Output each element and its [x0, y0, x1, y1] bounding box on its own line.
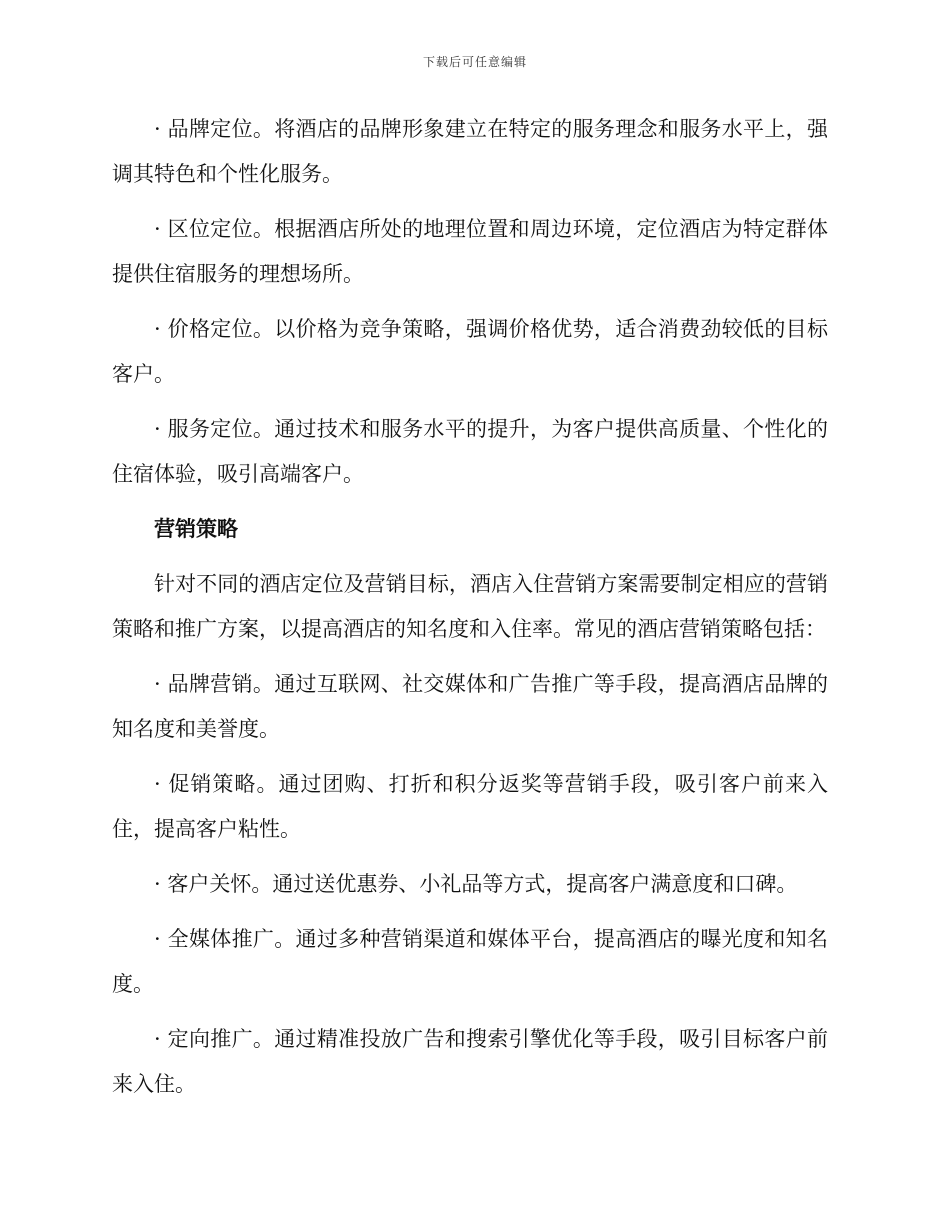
page-header-note: 下载后可任意编辑 — [422, 55, 527, 69]
bullet-targeted-promotion: · 定向推广。通过精准投放广告和搜索引擎优化等手段，吸引目标客户前来入住。 — [112, 1027, 828, 1096]
bullet-promotion-strategy: · 促销策略。通过团购、打折和积分返奖等营销手段，吸引客户前来入住，提高客户粘性。 — [112, 772, 828, 841]
bullet-brand-marketing: · 品牌营销。通过互联网、社交媒体和广告推广等手段，提高酒店品牌的知名度和美誉度。 — [112, 672, 828, 741]
section-heading-marketing: 营销策略 — [154, 517, 238, 541]
bullet-service-positioning: · 服务定位。通过技术和服务水平的提升，为客户提供高质量、个性化的住宿体验，吸引高端客户。 — [112, 417, 828, 486]
bullet-brand-positioning: · 品牌定位。将酒店的品牌形象建立在特定的服务理念和服务水平上，强调其特色和个性化服务。 — [112, 117, 828, 186]
bullet-customer-care: · 客户关怀。通过送优惠券、小礼品等方式，提高客户满意度和口碑。 — [154, 872, 798, 896]
bullet-price-positioning: · 价格定位。以价格为竞争策略，强调价格优势，适合消费劲较低的目标客户。 — [112, 317, 828, 386]
bullet-location-positioning: · 区位定位。根据酒店所处的地理位置和周边环境，定位酒店为特定群体提供住宿服务的理想场所。 — [112, 217, 828, 286]
bullet-omnimedia-promotion: · 全媒体推广。通过多种营销渠道和媒体平台，提高酒店的曝光度和知名度。 — [112, 927, 828, 996]
document-body — [112, 107, 828, 1117]
marketing-intro-paragraph: 针对不同的酒店定位及营销目标，酒店入住营销方案需要制定相应的营销策略和推广方案，以提高酒店的知名度和入住率。常见的酒店营销策略包括： — [112, 572, 828, 641]
